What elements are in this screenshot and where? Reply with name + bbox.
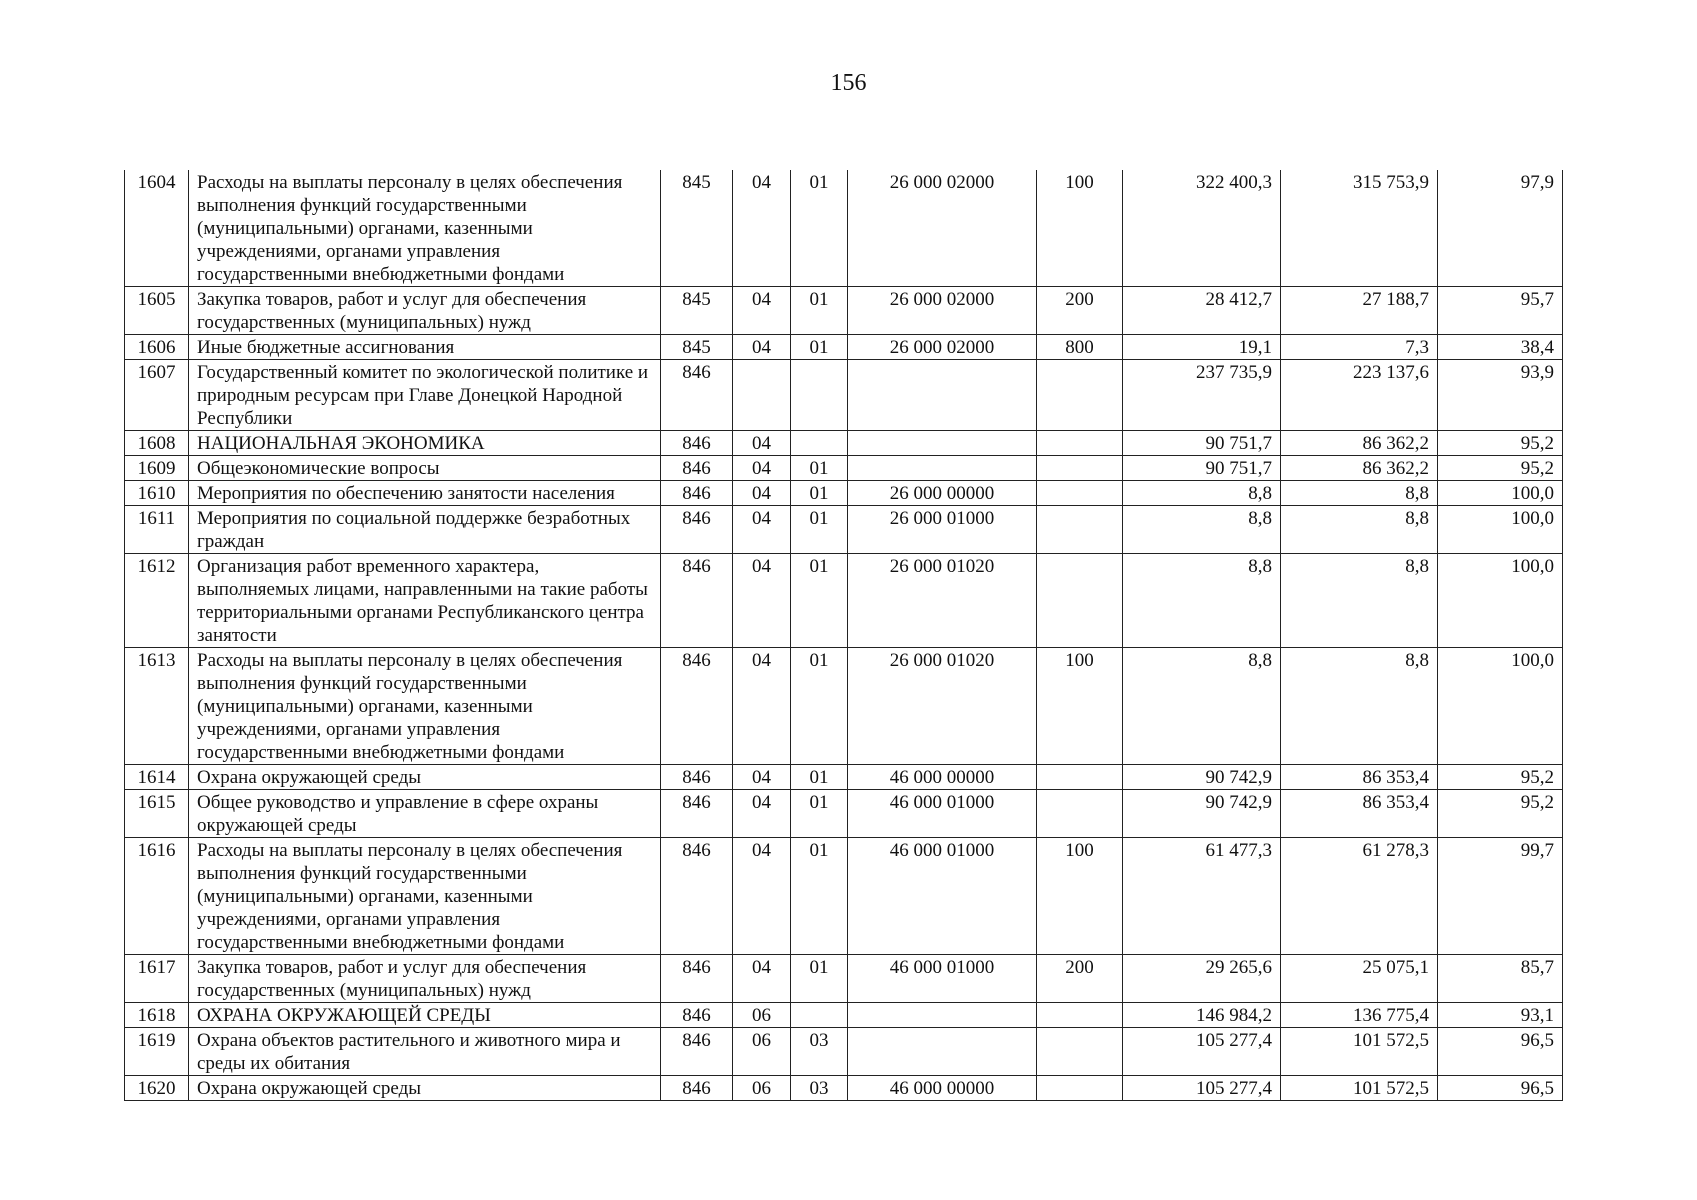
section-code: 04 <box>733 170 791 287</box>
table-row <box>125 506 1563 554</box>
subsection-code: 01 <box>791 335 848 360</box>
approved-amount: 28 412,7 <box>1123 287 1281 335</box>
target-article-code <box>848 1003 1037 1028</box>
section-code: 04 <box>733 335 791 360</box>
row-number: 1617 <box>125 955 189 1003</box>
subsection-code <box>791 1003 848 1028</box>
approved-amount: 8,8 <box>1123 554 1281 648</box>
target-article-code: 46 000 01000 <box>848 955 1037 1003</box>
target-article-code: 26 000 01020 <box>848 554 1037 648</box>
target-article-code <box>848 456 1037 481</box>
expense-type-code <box>1037 1076 1123 1101</box>
section-code: 04 <box>733 838 791 955</box>
target-article-code: 26 000 02000 <box>848 287 1037 335</box>
executed-amount: 61 278,3 <box>1281 838 1438 955</box>
executed-amount: 223 137,6 <box>1281 360 1438 431</box>
target-article-code: 46 000 00000 <box>848 1076 1037 1101</box>
expense-name: Мероприятия по обеспечению занятости населения <box>189 481 661 506</box>
expense-type-code: 200 <box>1037 287 1123 335</box>
table-row <box>125 481 1563 506</box>
subsection-code: 01 <box>791 765 848 790</box>
section-code: 04 <box>733 955 791 1003</box>
department-code: 846 <box>661 481 733 506</box>
row-number: 1609 <box>125 456 189 481</box>
subsection-code: 03 <box>791 1076 848 1101</box>
row-number: 1613 <box>125 648 189 765</box>
department-code: 846 <box>661 765 733 790</box>
executed-amount: 8,8 <box>1281 481 1438 506</box>
executed-amount: 86 362,2 <box>1281 456 1438 481</box>
execution-percent: 100,0 <box>1438 481 1563 506</box>
execution-percent: 38,4 <box>1438 335 1563 360</box>
table-row <box>125 335 1563 360</box>
row-number: 1616 <box>125 838 189 955</box>
executed-amount: 25 075,1 <box>1281 955 1438 1003</box>
target-article-code: 46 000 00000 <box>848 765 1037 790</box>
expense-name: Мероприятия по социальной поддержке безработных граждан <box>189 506 661 554</box>
expense-type-code <box>1037 456 1123 481</box>
department-code: 846 <box>661 554 733 648</box>
execution-percent: 95,2 <box>1438 456 1563 481</box>
row-number: 1612 <box>125 554 189 648</box>
approved-amount: 61 477,3 <box>1123 838 1281 955</box>
execution-percent: 95,2 <box>1438 431 1563 456</box>
department-code: 845 <box>661 335 733 360</box>
row-number: 1605 <box>125 287 189 335</box>
expense-type-code: 100 <box>1037 170 1123 287</box>
expense-name: Государственный комитет по экологической политике и природным ресурсам при Главе Донецкой Народной Республики <box>189 360 661 431</box>
section-code <box>733 360 791 431</box>
approved-amount: 8,8 <box>1123 506 1281 554</box>
expense-type-code: 100 <box>1037 648 1123 765</box>
department-code: 846 <box>661 955 733 1003</box>
expense-type-code <box>1037 1003 1123 1028</box>
expense-name: ОХРАНА ОКРУЖАЮЩЕЙ СРЕДЫ <box>189 1003 661 1028</box>
approved-amount: 105 277,4 <box>1123 1028 1281 1076</box>
expense-name: Общее руководство и управление в сфере охраны окружающей среды <box>189 790 661 838</box>
expense-name: Закупка товаров, работ и услуг для обеспечения государственных (муниципальных) нужд <box>189 287 661 335</box>
approved-amount: 146 984,2 <box>1123 1003 1281 1028</box>
subsection-code: 01 <box>791 170 848 287</box>
target-article-code: 46 000 01000 <box>848 790 1037 838</box>
department-code: 845 <box>661 170 733 287</box>
table-row <box>125 648 1563 765</box>
executed-amount: 101 572,5 <box>1281 1028 1438 1076</box>
table-row <box>125 955 1563 1003</box>
row-number: 1606 <box>125 335 189 360</box>
section-code: 04 <box>733 481 791 506</box>
target-article-code <box>848 360 1037 431</box>
expense-type-code <box>1037 554 1123 648</box>
executed-amount: 136 775,4 <box>1281 1003 1438 1028</box>
target-article-code: 26 000 01020 <box>848 648 1037 765</box>
executed-amount: 315 753,9 <box>1281 170 1438 287</box>
department-code: 846 <box>661 1003 733 1028</box>
expense-type-code <box>1037 1028 1123 1076</box>
row-number: 1608 <box>125 431 189 456</box>
approved-amount: 29 265,6 <box>1123 955 1281 1003</box>
section-code: 04 <box>733 287 791 335</box>
expense-name: Расходы на выплаты персоналу в целях обеспечения выполнения функций государственными (муниципальными) органами, казенными учреждениями, органами управления государственными внебюджетными фондами <box>189 648 661 765</box>
budget-table <box>124 170 1563 1101</box>
execution-percent: 100,0 <box>1438 506 1563 554</box>
table-row <box>125 554 1563 648</box>
execution-percent: 100,0 <box>1438 554 1563 648</box>
section-code: 04 <box>733 431 791 456</box>
expense-name: Охрана объектов растительного и животного мира и среды их обитания <box>189 1028 661 1076</box>
subsection-code <box>791 360 848 431</box>
row-number: 1618 <box>125 1003 189 1028</box>
section-code: 04 <box>733 648 791 765</box>
subsection-code: 01 <box>791 790 848 838</box>
subsection-code: 01 <box>791 506 848 554</box>
row-number: 1614 <box>125 765 189 790</box>
department-code: 846 <box>661 648 733 765</box>
expense-name: Организация работ временного характера, выполняемых лицами, направленными на такие работы территориальными органами Республиканского центра занятости <box>189 554 661 648</box>
table-row <box>125 456 1563 481</box>
execution-percent: 93,1 <box>1438 1003 1563 1028</box>
row-number: 1619 <box>125 1028 189 1076</box>
execution-percent: 85,7 <box>1438 955 1563 1003</box>
page-number: 156 <box>830 70 867 96</box>
table-row <box>125 765 1563 790</box>
table-row <box>125 431 1563 456</box>
department-code: 846 <box>661 838 733 955</box>
section-code: 06 <box>733 1003 791 1028</box>
approved-amount: 237 735,9 <box>1123 360 1281 431</box>
table-row <box>125 360 1563 431</box>
department-code: 846 <box>661 456 733 481</box>
approved-amount: 105 277,4 <box>1123 1076 1281 1101</box>
execution-percent: 93,9 <box>1438 360 1563 431</box>
section-code: 04 <box>733 765 791 790</box>
approved-amount: 8,8 <box>1123 481 1281 506</box>
target-article-code: 46 000 01000 <box>848 838 1037 955</box>
execution-percent: 96,5 <box>1438 1076 1563 1101</box>
executed-amount: 8,8 <box>1281 554 1438 648</box>
subsection-code: 01 <box>791 456 848 481</box>
approved-amount: 90 751,7 <box>1123 431 1281 456</box>
department-code: 846 <box>661 431 733 456</box>
execution-percent: 100,0 <box>1438 648 1563 765</box>
department-code: 846 <box>661 790 733 838</box>
target-article-code: 26 000 02000 <box>848 335 1037 360</box>
department-code: 846 <box>661 506 733 554</box>
execution-percent: 96,5 <box>1438 1028 1563 1076</box>
expense-type-code <box>1037 790 1123 838</box>
row-number: 1620 <box>125 1076 189 1101</box>
expense-name: НАЦИОНАЛЬНАЯ ЭКОНОМИКА <box>189 431 661 456</box>
expense-type-code: 200 <box>1037 955 1123 1003</box>
execution-percent: 95,2 <box>1438 765 1563 790</box>
executed-amount: 86 362,2 <box>1281 431 1438 456</box>
section-code: 04 <box>733 790 791 838</box>
expense-type-code <box>1037 765 1123 790</box>
table-row <box>125 170 1563 287</box>
expense-name: Расходы на выплаты персоналу в целях обеспечения выполнения функций государственными (муниципальными) органами, казенными учреждениями, органами управления государственными внебюджетными фондами <box>189 838 661 955</box>
subsection-code: 01 <box>791 648 848 765</box>
expense-type-code <box>1037 431 1123 456</box>
executed-amount: 86 353,4 <box>1281 765 1438 790</box>
target-article-code: 26 000 02000 <box>848 170 1037 287</box>
subsection-code <box>791 431 848 456</box>
row-number: 1604 <box>125 170 189 287</box>
approved-amount: 90 751,7 <box>1123 456 1281 481</box>
subsection-code: 01 <box>791 554 848 648</box>
target-article-code: 26 000 01000 <box>848 506 1037 554</box>
subsection-code: 01 <box>791 287 848 335</box>
department-code: 846 <box>661 360 733 431</box>
expense-name: Закупка товаров, работ и услуг для обеспечения государственных (муниципальных) нужд <box>189 955 661 1003</box>
expense-type-code: 100 <box>1037 838 1123 955</box>
row-number: 1611 <box>125 506 189 554</box>
table-row <box>125 1076 1563 1101</box>
expense-name: Общеэкономические вопросы <box>189 456 661 481</box>
expense-name: Охрана окружающей среды <box>189 765 661 790</box>
expense-type-code: 800 <box>1037 335 1123 360</box>
target-article-code <box>848 431 1037 456</box>
section-code: 06 <box>733 1076 791 1101</box>
table-body <box>125 170 1563 1101</box>
subsection-code: 01 <box>791 955 848 1003</box>
executed-amount: 101 572,5 <box>1281 1076 1438 1101</box>
table-row <box>125 790 1563 838</box>
expense-name: Иные бюджетные ассигнования <box>189 335 661 360</box>
section-code: 04 <box>733 456 791 481</box>
execution-percent: 97,9 <box>1438 170 1563 287</box>
execution-percent: 99,7 <box>1438 838 1563 955</box>
table-row <box>125 838 1563 955</box>
table-row <box>125 1003 1563 1028</box>
row-number: 1607 <box>125 360 189 431</box>
expense-type-code <box>1037 506 1123 554</box>
executed-amount: 7,3 <box>1281 335 1438 360</box>
approved-amount: 8,8 <box>1123 648 1281 765</box>
expense-type-code <box>1037 481 1123 506</box>
target-article-code: 26 000 00000 <box>848 481 1037 506</box>
section-code: 04 <box>733 554 791 648</box>
section-code: 04 <box>733 506 791 554</box>
department-code: 845 <box>661 287 733 335</box>
expense-name: Расходы на выплаты персоналу в целях обеспечения выполнения функций государственными (муниципальными) органами, казенными учреждениями, органами управления государственными внебюджетными фондами <box>189 170 661 287</box>
subsection-code: 03 <box>791 1028 848 1076</box>
execution-percent: 95,2 <box>1438 790 1563 838</box>
subsection-code: 01 <box>791 481 848 506</box>
table-row <box>125 1028 1563 1076</box>
executed-amount: 86 353,4 <box>1281 790 1438 838</box>
expense-type-code <box>1037 360 1123 431</box>
executed-amount: 8,8 <box>1281 506 1438 554</box>
approved-amount: 19,1 <box>1123 335 1281 360</box>
department-code: 846 <box>661 1028 733 1076</box>
execution-percent: 95,7 <box>1438 287 1563 335</box>
approved-amount: 90 742,9 <box>1123 765 1281 790</box>
executed-amount: 27 188,7 <box>1281 287 1438 335</box>
department-code: 846 <box>661 1076 733 1101</box>
expense-name: Охрана окружающей среды <box>189 1076 661 1101</box>
table-row <box>125 287 1563 335</box>
subsection-code: 01 <box>791 838 848 955</box>
section-code: 06 <box>733 1028 791 1076</box>
executed-amount: 8,8 <box>1281 648 1438 765</box>
row-number: 1610 <box>125 481 189 506</box>
target-article-code <box>848 1028 1037 1076</box>
approved-amount: 322 400,3 <box>1123 170 1281 287</box>
approved-amount: 90 742,9 <box>1123 790 1281 838</box>
row-number: 1615 <box>125 790 189 838</box>
